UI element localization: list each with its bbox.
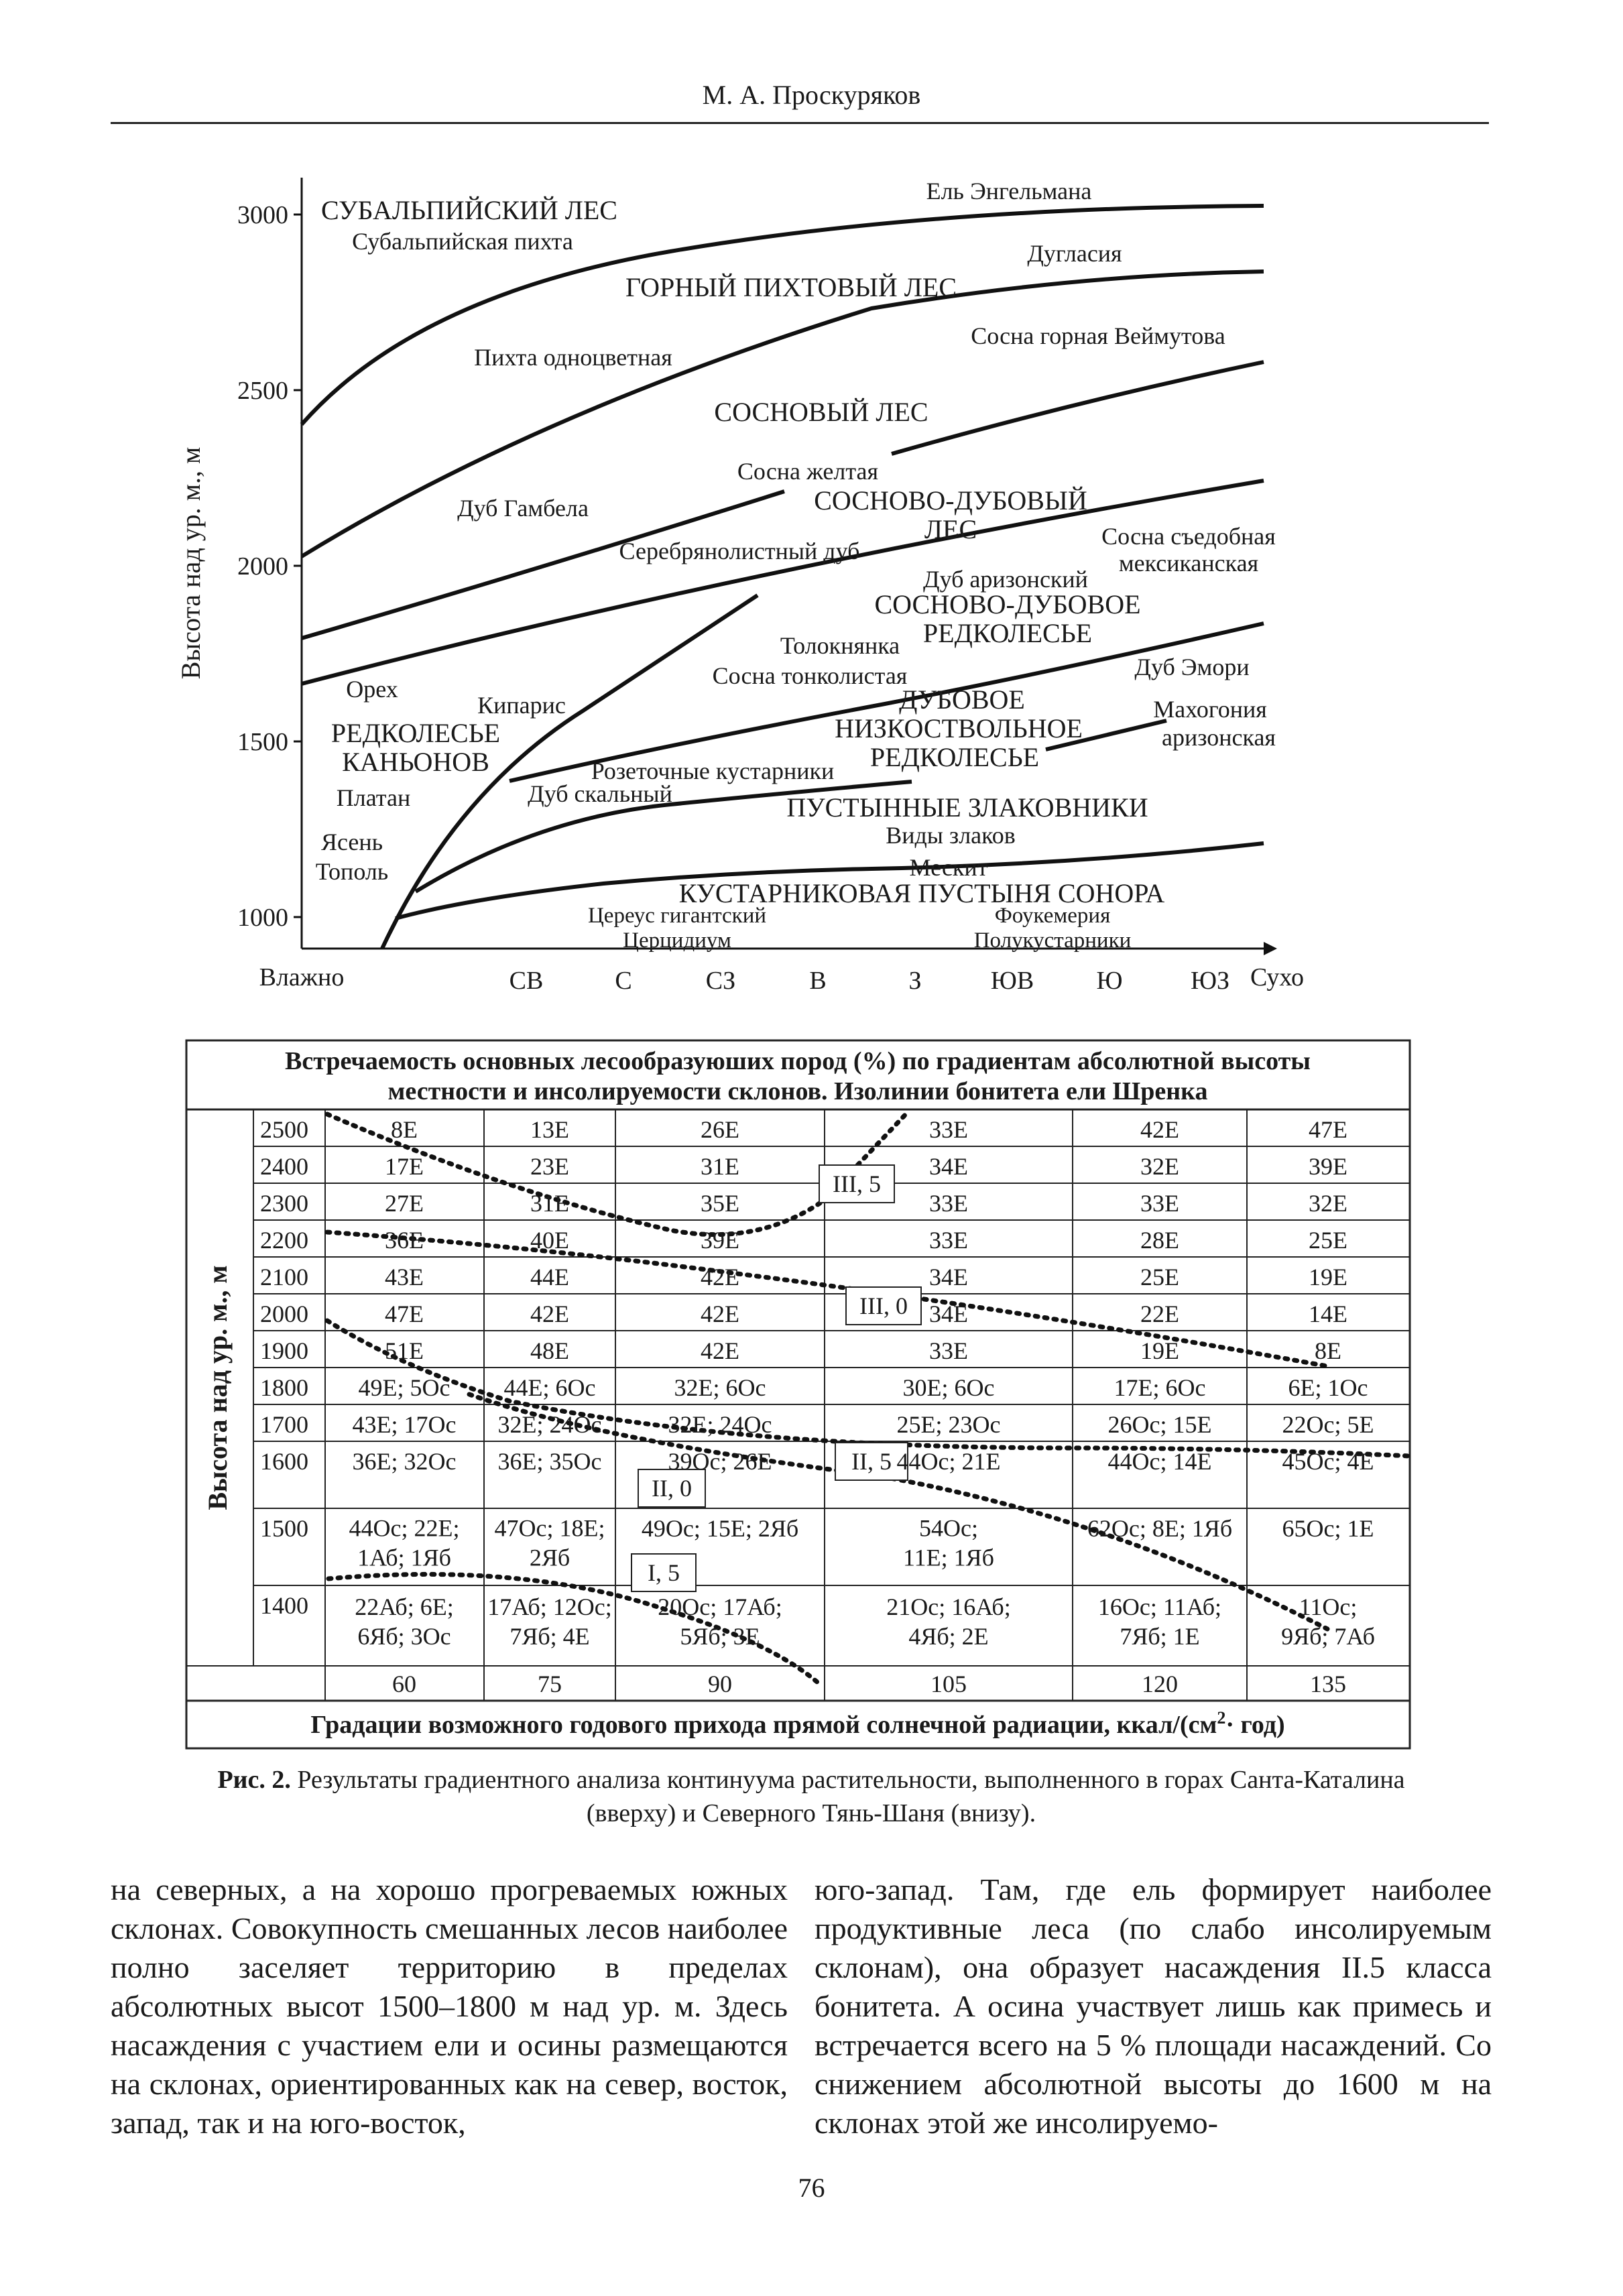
table-cell: 28Е bbox=[1140, 1227, 1179, 1254]
table-title-line: Встречаемость основных лесообразуюших пород (%) по градиентам абсолютной высоты bbox=[285, 1047, 1311, 1075]
table-cells bbox=[260, 1116, 1375, 1650]
altitude-label: 2400 bbox=[260, 1153, 308, 1180]
species-label: Розеточные кустарники bbox=[591, 758, 835, 784]
y-tick-label: 2500 bbox=[237, 377, 288, 405]
isoline-label: III, 0 bbox=[859, 1292, 908, 1319]
species-label: Пихта одноцветная bbox=[474, 344, 672, 371]
table-cell: 49Ос; 15Е; 2Яб bbox=[641, 1515, 799, 1542]
radiation-value: 120 bbox=[1142, 1671, 1178, 1697]
table-cell: 26Е bbox=[701, 1116, 739, 1143]
table-cell: 47Е bbox=[385, 1301, 424, 1327]
table-cell: 17Аб; 12Ос; bbox=[487, 1593, 612, 1620]
table-cell: 42Е bbox=[701, 1337, 739, 1364]
table-cell: 36Е; 32Ос bbox=[352, 1448, 457, 1475]
table-cell: 17Е; 6Ос bbox=[1114, 1374, 1206, 1401]
table-cell: 32Е; 24Ос bbox=[668, 1411, 772, 1438]
table-cell: 19Е bbox=[1309, 1264, 1347, 1290]
table-cell: 7Яб; 4Е bbox=[509, 1623, 590, 1650]
x-end-label-right: Сухо bbox=[1250, 963, 1304, 991]
species-label: Сосна желтая bbox=[737, 458, 879, 485]
table-cell: 25Е bbox=[1140, 1264, 1179, 1290]
table-cell: 22Ос; 5Е bbox=[1282, 1411, 1374, 1438]
table-cell: 17Е bbox=[385, 1153, 424, 1180]
species-label: Тополь bbox=[315, 858, 389, 885]
x-axis-arrow bbox=[1264, 942, 1277, 955]
table-cell: 32Е bbox=[1309, 1190, 1347, 1217]
table-cell: 43Е bbox=[385, 1264, 424, 1290]
table-cell: 51Е bbox=[385, 1337, 424, 1364]
species-label: Церцидиум bbox=[623, 928, 731, 953]
x-tick-label: Ю bbox=[1096, 967, 1123, 995]
table-cell: 8Е bbox=[1315, 1337, 1341, 1364]
species-label: Полукустарники bbox=[973, 928, 1132, 953]
table-footer-end: · год) bbox=[1225, 1711, 1285, 1739]
table-cell: 31Е bbox=[701, 1153, 739, 1180]
table-cell: 8Е bbox=[391, 1116, 418, 1143]
table-cell: 2Яб bbox=[529, 1544, 570, 1571]
altitude-label: 2000 bbox=[260, 1301, 308, 1327]
table-cell: 36Е; 35Ос bbox=[497, 1448, 602, 1475]
altitude-label: 1600 bbox=[260, 1448, 308, 1475]
table-cell: 19Е bbox=[1140, 1337, 1179, 1364]
caption-label: Рис. 2. bbox=[217, 1766, 291, 1794]
species-label: Сосна съедобная bbox=[1101, 523, 1276, 550]
table-cell: 25Е bbox=[1309, 1227, 1347, 1254]
table-cell: 31Е bbox=[530, 1190, 569, 1217]
species-label: Сосна тонколистая bbox=[712, 662, 908, 689]
table-cell: 5Яб; 3Е bbox=[680, 1623, 760, 1650]
table-cell: 26Ос; 15Е bbox=[1107, 1411, 1212, 1438]
y-tick-label: 1500 bbox=[237, 728, 288, 756]
altitude-label: 2200 bbox=[260, 1227, 308, 1254]
table-cell: 22Аб; 6Е; bbox=[355, 1593, 454, 1620]
x-tick-label: С bbox=[615, 967, 632, 995]
table-cell: 33Е bbox=[929, 1190, 968, 1217]
table-cell: 33Е bbox=[929, 1227, 968, 1254]
y-axis-label: Высота над ур. м., м bbox=[176, 446, 206, 680]
table-cell: 44Е; 6Ос bbox=[503, 1374, 596, 1401]
zone-label: РЕДКОЛЕСЬЕ bbox=[330, 718, 501, 748]
zone-label: ДУБОВОЕ bbox=[899, 684, 1025, 715]
x-tick-label: СВ bbox=[509, 967, 544, 995]
table-cell: 6Яб; 3Ос bbox=[357, 1623, 451, 1650]
species-label: Кипарис bbox=[477, 692, 566, 719]
species-label: Субальпийская пихта bbox=[352, 228, 573, 255]
species-label: мексиканская bbox=[1118, 550, 1259, 577]
y-tick-label: 1000 bbox=[237, 904, 288, 932]
table-cell: 43Е; 17Ос bbox=[352, 1411, 457, 1438]
species-label: Дугласия bbox=[1027, 240, 1122, 267]
zone-label: НИЗКОСТВОЛЬНОЕ bbox=[835, 713, 1083, 743]
species-label: Дуб Гамбела bbox=[457, 495, 589, 522]
table-cell: 25Е; 23Ос bbox=[896, 1411, 1001, 1438]
altitude-label: 1400 bbox=[260, 1592, 308, 1619]
table-cell: 34Е bbox=[929, 1301, 968, 1327]
table-cell: 4Яб; 2Е bbox=[908, 1623, 989, 1650]
table-cell: 42Е bbox=[530, 1301, 569, 1327]
isoline-label: II, 5 bbox=[851, 1448, 892, 1475]
radiation-value: 135 bbox=[1310, 1671, 1346, 1697]
table-cell: 23Е bbox=[530, 1153, 569, 1180]
species-label: Цереус гигантский bbox=[587, 904, 767, 928]
table-cell: 47Ос; 18Е; bbox=[494, 1514, 605, 1542]
radiation-value: 75 bbox=[538, 1671, 562, 1697]
radiation-value: 60 bbox=[392, 1671, 416, 1697]
table-cell: 30Е; 6Ос bbox=[902, 1374, 995, 1401]
species-label: Дуб скальный bbox=[528, 780, 672, 807]
figure-caption bbox=[174, 1763, 1448, 1830]
table-cell: 44Ос; 22Е; bbox=[349, 1514, 460, 1542]
page-number: 76 bbox=[798, 2173, 825, 2203]
table-cell: 39Ос; 26Е bbox=[668, 1448, 772, 1475]
isoline-label: I, 5 bbox=[648, 1559, 680, 1586]
species-label: Орех bbox=[346, 676, 398, 703]
y-tick-label: 3000 bbox=[237, 201, 288, 229]
x-tick-label: В bbox=[809, 967, 827, 995]
zone-label: РЕДКОЛЕСЬЕ bbox=[869, 742, 1040, 772]
table-cell: 16Ос; 11Аб; bbox=[1097, 1593, 1222, 1620]
table-cell: 49Е; 5Ос bbox=[358, 1374, 450, 1401]
altitude-label: 1700 bbox=[260, 1411, 308, 1438]
table-cell: 45Ос; 4Е bbox=[1282, 1448, 1374, 1475]
zone-label: СОСНОВО-ДУБОВЫЙ bbox=[814, 485, 1087, 516]
table-cell: 36Е bbox=[385, 1227, 424, 1254]
species-label: Махогония bbox=[1153, 696, 1267, 723]
altitude-label: 1900 bbox=[260, 1337, 308, 1364]
table-cell: 20Ос; 17Аб; bbox=[658, 1593, 782, 1620]
species-label: Дуб Эмори bbox=[1134, 654, 1250, 680]
table-cell: 22Е bbox=[1140, 1301, 1179, 1327]
table-title bbox=[285, 1047, 1311, 1105]
zone-label: СУБАЛЬПИЙСКИЙ ЛЕС bbox=[321, 195, 617, 225]
zone-labels bbox=[316, 178, 1276, 953]
table-cell: 40Е bbox=[530, 1227, 569, 1254]
isoline-label: III, 5 bbox=[833, 1170, 881, 1197]
species-label: аризонская bbox=[1162, 724, 1276, 751]
caption-text: Результаты градиентного анализа континуума растительности, выполненного в горах Санта-Каталина (вверху) и Северного Тянь-Шаня (внизу). bbox=[297, 1766, 1405, 1827]
radiation-row bbox=[392, 1671, 1346, 1697]
zone-label: СОСНОВЫЙ ЛЕС bbox=[714, 397, 928, 427]
species-label: Мескит bbox=[909, 854, 988, 881]
body-text-left: на северных, а на хорошо прогреваемых южных склонах. Совокупность смешанных лесов наиболее полно заселяет территорию в пределах абсолютных высот 1500–1800 м над ур. м. Здесь насаждения с участием ели и осины размещаются на склонах, ориентированных как на север, восток, запад, так и на юго-восток, bbox=[111, 1872, 788, 2140]
zone-label: СОСНОВО-ДУБОВОЕ bbox=[874, 589, 1141, 619]
table-cell: 7Яб; 1Е bbox=[1120, 1623, 1200, 1650]
zone-label: ПУСТЫННЫЕ ЗЛАКОВНИКИ bbox=[786, 792, 1148, 823]
table-cell: 1Аб; 1Яб bbox=[357, 1544, 451, 1571]
table-cell: 14Е bbox=[1309, 1301, 1347, 1327]
radiation-value: 90 bbox=[708, 1671, 732, 1697]
species-label: Ель Энгельмана bbox=[926, 178, 1092, 204]
table-cell: 21Ос; 16Аб; bbox=[886, 1593, 1011, 1620]
table-cell: 35Е bbox=[701, 1190, 739, 1217]
species-label: Платан bbox=[336, 784, 411, 811]
table-cell: 39Е bbox=[1309, 1153, 1347, 1180]
zone-label: КУСТАРНИКОВАЯ ПУСТЫНЯ СОНОРА bbox=[678, 878, 1165, 908]
x-end-label-left: Влажно bbox=[259, 963, 345, 991]
table-cell: 33Е bbox=[929, 1116, 968, 1143]
table-cell: 27Е bbox=[385, 1190, 424, 1217]
table-title-line: местности и инсолируемости склонов. Изолинии бонитета ели Шренка bbox=[387, 1077, 1208, 1105]
species-label: Ясень bbox=[320, 829, 383, 855]
y-tick-labels bbox=[237, 201, 288, 932]
table-footer-sup: 2 bbox=[1217, 1708, 1226, 1728]
table-cell: 34Е bbox=[929, 1153, 968, 1180]
table-y-axis-label: Высота над ур. м., м bbox=[202, 1265, 233, 1510]
table-cell: 44Ос; 14Е bbox=[1107, 1448, 1212, 1475]
boundary-pine-forest bbox=[892, 362, 1264, 454]
altitude-label: 2100 bbox=[260, 1264, 308, 1290]
altitude-label: 2500 bbox=[260, 1116, 308, 1143]
table-cell: 39Е bbox=[701, 1227, 739, 1254]
species-label: Сосна горная Веймутова bbox=[971, 322, 1225, 349]
table-cell: 42Е bbox=[701, 1264, 739, 1290]
zone-label: КАНЬОНОВ bbox=[342, 747, 489, 777]
species-label: Толокнянка bbox=[780, 632, 900, 659]
altitude-label: 2300 bbox=[260, 1190, 308, 1217]
table-cell: 33Е bbox=[929, 1337, 968, 1364]
altitude-label: 1500 bbox=[260, 1515, 308, 1542]
x-tick-labels bbox=[259, 963, 1304, 995]
table-cell: 11Ос; bbox=[1299, 1593, 1358, 1620]
y-tick-label: 2000 bbox=[237, 552, 288, 581]
radiation-value: 105 bbox=[930, 1671, 967, 1697]
table-cell: 34Е bbox=[929, 1264, 968, 1290]
table-cell: 33Е bbox=[1140, 1190, 1179, 1217]
running-header: М. А. Проскуряков bbox=[702, 80, 921, 110]
table-footer-text: Градации возможного годового прихода прямой солнечной радиации, ккал/(см bbox=[310, 1711, 1217, 1739]
species-label: Виды злаков bbox=[886, 822, 1016, 849]
table-cell: 42Е bbox=[1140, 1116, 1179, 1143]
x-tick-label: ЮВ bbox=[990, 967, 1034, 995]
table-cell: 65Ос; 1Е bbox=[1282, 1515, 1374, 1542]
table-cell: 9Яб; 7Аб bbox=[1281, 1623, 1375, 1650]
altitude-label: 1800 bbox=[260, 1374, 308, 1401]
table-cell: 42Е bbox=[701, 1301, 739, 1327]
species-label: Серебрянолистный дуб bbox=[619, 538, 860, 564]
x-tick-label: ЮЗ bbox=[1190, 967, 1230, 995]
table-cell: 44Ос; 21Е bbox=[896, 1448, 1001, 1475]
zone-label: ГОРНЫЙ ПИХТОВЫЙ ЛЕС bbox=[625, 272, 957, 302]
table-cell: 6Е; 1Ос bbox=[1288, 1374, 1368, 1401]
x-tick-label: З bbox=[908, 967, 922, 995]
x-tick-label: СЗ bbox=[705, 967, 736, 995]
species-label: Фоукемерия bbox=[994, 904, 1111, 928]
table-cell: 47Е bbox=[1309, 1116, 1347, 1143]
body-text-right: юго-запад. Там, где ель формирует наиболее продуктивные леса (по слабо инсолируемым склонам), она образует насаждения II.5 класса бонитета. А осина участвует лишь как примесь и встречается всего на 5 % площади насаждений. Со снижением абсолютной высоты до 1600 м на склонах этой же инсолируемо- bbox=[815, 1872, 1492, 2140]
zone-label: РЕДКОЛЕСЬЕ bbox=[922, 618, 1093, 648]
table-cell: 54Ос; bbox=[919, 1514, 978, 1542]
table-cell: 32Е; 24Ос bbox=[497, 1411, 602, 1438]
table-cell: 62Ос; 8Е; 1Яб bbox=[1087, 1515, 1233, 1542]
species-label: Дуб аризонский bbox=[923, 566, 1088, 593]
isoline-label: II, 0 bbox=[652, 1475, 692, 1502]
table-cell: 13Е bbox=[530, 1116, 569, 1143]
zone-label: ЛЕС bbox=[924, 514, 977, 544]
table-cell: 32Е bbox=[1140, 1153, 1179, 1180]
table-cell: 11Е; 1Яб bbox=[903, 1544, 994, 1571]
table-footer bbox=[310, 1708, 1284, 1739]
table-cell: 44Е bbox=[530, 1264, 569, 1290]
table-cell: 32Е; 6Ос bbox=[674, 1374, 766, 1401]
table-cell: 48Е bbox=[530, 1337, 569, 1364]
